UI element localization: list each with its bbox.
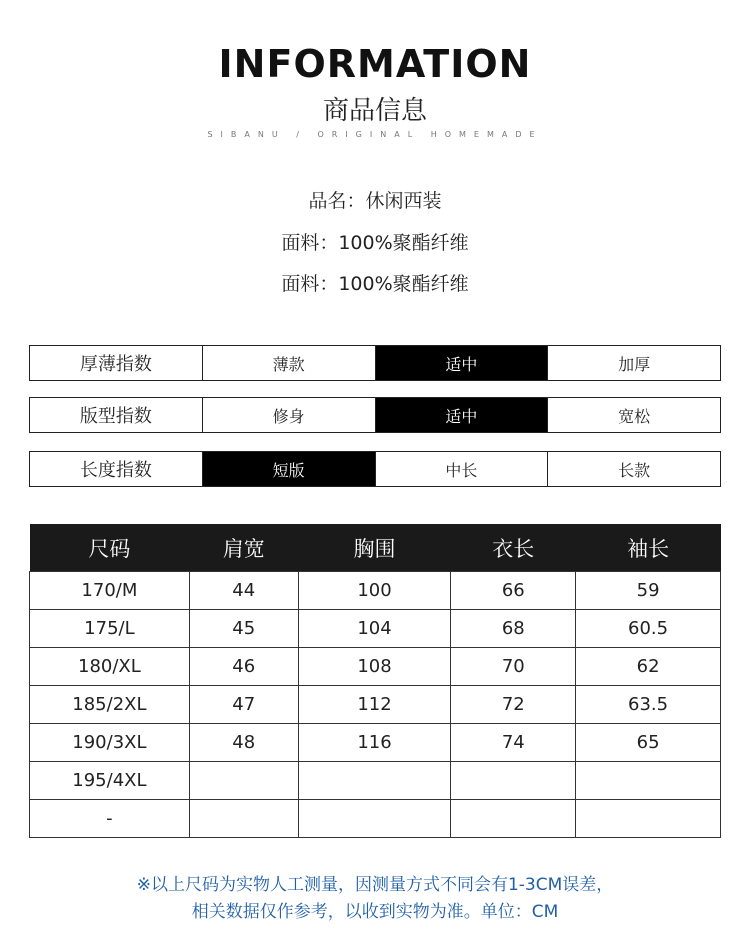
table-cell: 170/M	[30, 572, 190, 610]
rating-option: 宽松	[618, 406, 651, 426]
rating-option: 长款	[618, 460, 651, 480]
table-cell: 60.5	[576, 610, 721, 648]
table-cell: 59	[576, 572, 721, 610]
table-cell	[576, 762, 721, 800]
table-row	[30, 648, 721, 686]
table-row	[30, 762, 721, 800]
page-title: INFORMATION	[218, 42, 532, 86]
table-cell: 108	[298, 648, 451, 686]
table-cell: 68	[451, 610, 576, 648]
thickness-rating	[29, 345, 721, 381]
table-cell: 190/3XL	[30, 724, 190, 762]
table-cell: 74	[451, 724, 576, 762]
table-cell	[189, 762, 298, 800]
table-cell: 72	[451, 686, 576, 724]
fabric-line: 面料：100%聚酯纤维	[281, 232, 469, 254]
rating-option: 加厚	[618, 354, 651, 374]
table-cell: 180/XL	[30, 648, 190, 686]
rating-label: 厚薄指数	[30, 346, 203, 380]
table-header-row	[30, 524, 721, 572]
page-subtitle: 商品信息	[322, 96, 427, 126]
table-cell: -	[30, 800, 190, 838]
table-cell	[189, 800, 298, 838]
table-cell: 63.5	[576, 686, 721, 724]
table-cell: 116	[298, 724, 451, 762]
table-cell: 65	[576, 724, 721, 762]
table-row	[30, 610, 721, 648]
table-row	[30, 572, 721, 610]
length-rating	[29, 451, 721, 487]
rating-option: 适中	[376, 346, 549, 380]
column-header: 尺码	[30, 524, 190, 572]
column-header: 袖长	[576, 524, 721, 572]
table-cell	[298, 800, 451, 838]
table-cell: 185/2XL	[30, 686, 190, 724]
table-cell: 112	[298, 686, 451, 724]
table-cell: 100	[298, 572, 451, 610]
rating-option: 短版	[203, 452, 376, 486]
table-cell: 62	[576, 648, 721, 686]
table-cell: 44	[189, 572, 298, 610]
measurement-note: ※以上尺码为实物人工测量，因测量方式不同会有1-3CM误差，	[136, 875, 614, 895]
fit-rating	[29, 397, 721, 433]
table-cell: 48	[189, 724, 298, 762]
table-cell	[451, 762, 576, 800]
product-name: 品名：休闲西装	[308, 190, 442, 212]
table-cell: 175/L	[30, 610, 190, 648]
table-cell: 45	[189, 610, 298, 648]
column-header: 衣长	[451, 524, 576, 572]
table-cell: 66	[451, 572, 576, 610]
rating-label: 版型指数	[30, 398, 203, 432]
size-chart-table	[29, 524, 721, 838]
rating-option: 修身	[203, 398, 376, 432]
table-cell	[576, 800, 721, 838]
rating-option: 中长	[376, 452, 549, 486]
table-row	[30, 800, 721, 838]
table-row	[30, 724, 721, 762]
brand-tagline: SIBANU / ORIGINAL HOMEMADE	[207, 130, 543, 139]
table-row	[30, 686, 721, 724]
table-cell	[451, 800, 576, 838]
column-header: 胸围	[298, 524, 451, 572]
table-cell: 47	[189, 686, 298, 724]
table-cell	[298, 762, 451, 800]
rating-label: 长度指数	[30, 452, 203, 486]
table-cell: 195/4XL	[30, 762, 190, 800]
rating-option: 适中	[376, 398, 549, 432]
table-cell: 46	[189, 648, 298, 686]
table-cell: 70	[451, 648, 576, 686]
fabric-line-repeat: 面料：100%聚酯纤维	[281, 273, 469, 295]
table-cell: 104	[298, 610, 451, 648]
measurement-note-unit: 相关数据仅作参考，以收到实物为准。单位：CM	[191, 902, 559, 922]
column-header: 肩宽	[189, 524, 298, 572]
rating-option: 薄款	[203, 346, 376, 380]
